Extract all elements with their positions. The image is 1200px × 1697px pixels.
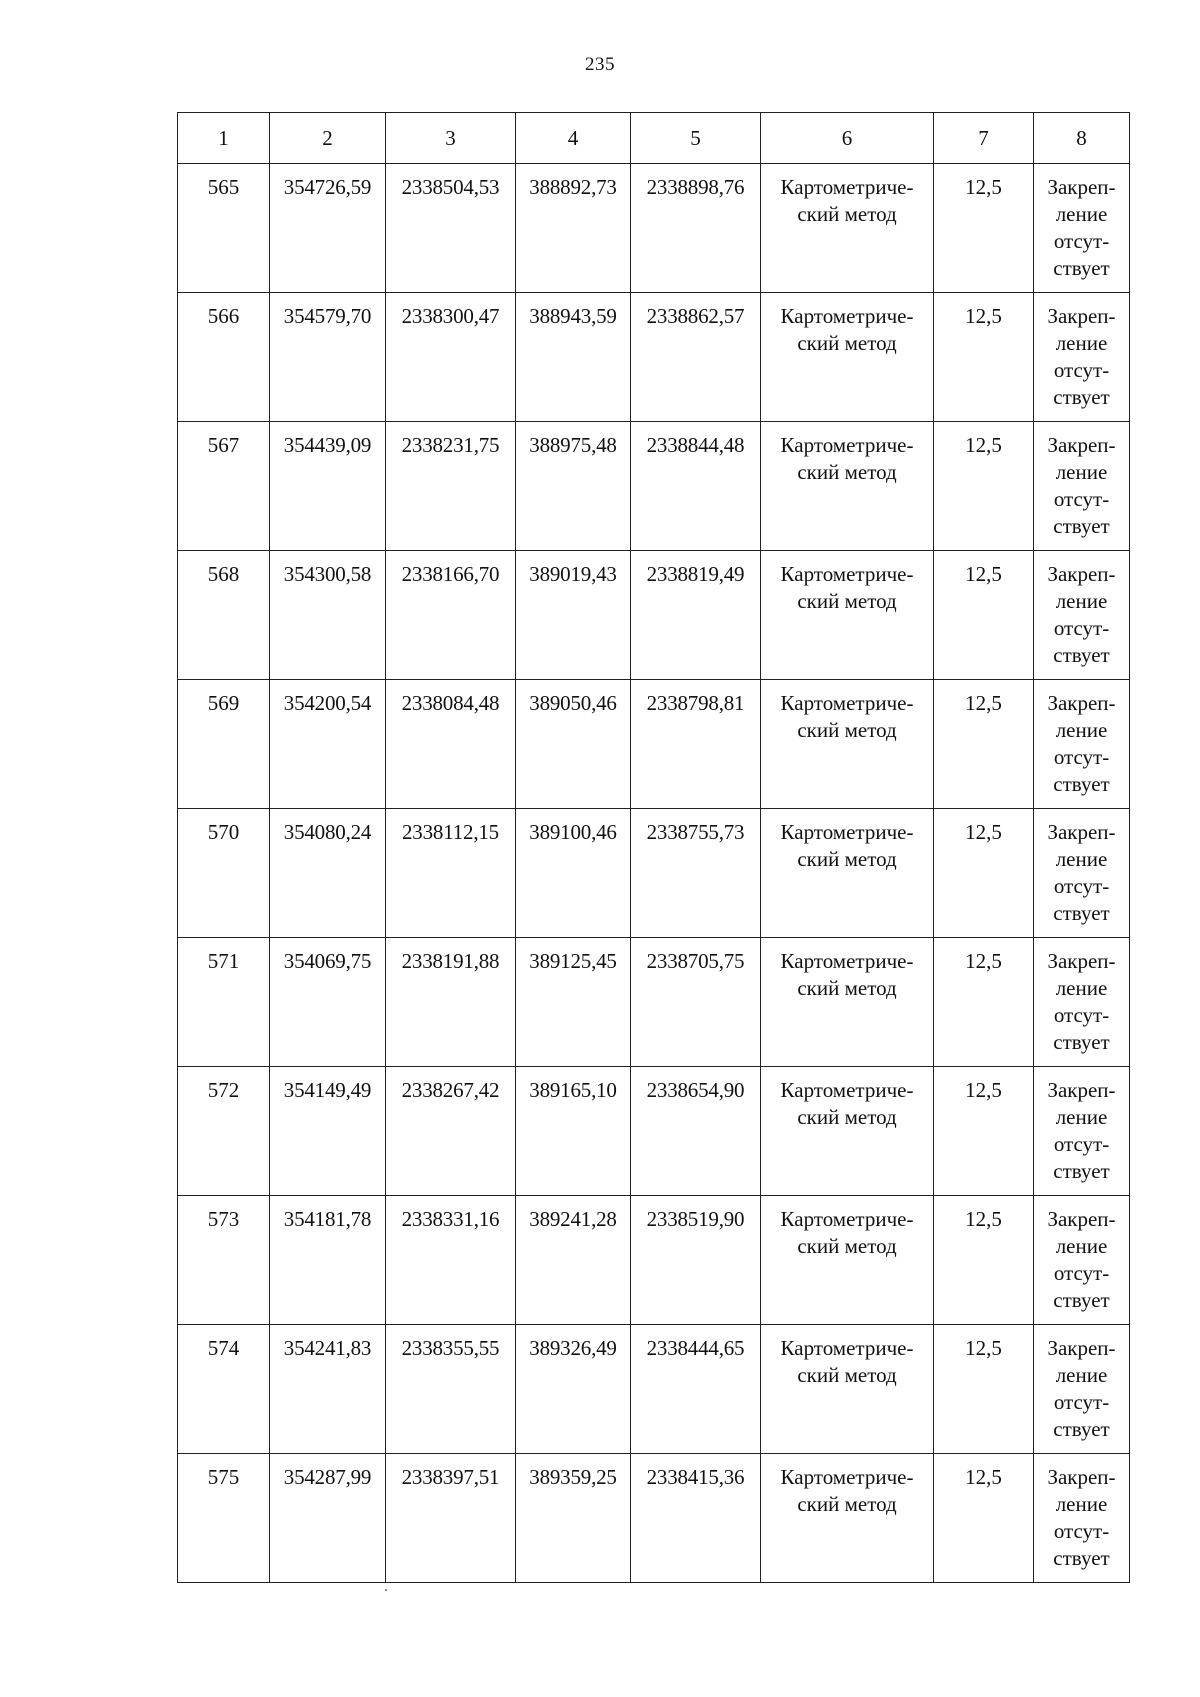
fixing-line: ление (1055, 1363, 1108, 1387)
coord-x-old-cell: 354181,78 (270, 1196, 386, 1325)
point-number-cell: 572 (178, 1067, 270, 1196)
fixing-line: Закреп- (1047, 1207, 1116, 1231)
column-header: 4 (516, 113, 631, 164)
point-number-cell: 566 (178, 293, 270, 422)
accuracy-cell: 12,5 (934, 422, 1034, 551)
fixing-line: отсут- (1053, 874, 1110, 898)
fixing-cell (1034, 1325, 1130, 1454)
fixing-line: Закреп- (1047, 1336, 1116, 1360)
method-line: Картометриче- (780, 1336, 914, 1360)
coord-x-old-cell: 354300,58 (270, 551, 386, 680)
fixing-line: ствует (1053, 643, 1110, 667)
method-line: Картометриче- (780, 175, 914, 199)
table-row (178, 1325, 1130, 1454)
coord-y-new-cell: 2338415,36 (631, 1454, 761, 1583)
method-line: ский метод (797, 847, 897, 871)
fixing-cell (1034, 164, 1130, 293)
method-cell (761, 1067, 934, 1196)
method-cell (761, 422, 934, 551)
fixing-line: ствует (1053, 1288, 1110, 1312)
fixing-line: ление (1055, 718, 1108, 742)
table-row (178, 1067, 1130, 1196)
accuracy-cell: 12,5 (934, 680, 1034, 809)
method-line: ский метод (797, 460, 897, 484)
coord-x-new-cell: 389359,25 (516, 1454, 631, 1583)
fixing-line: ление (1055, 976, 1108, 1000)
coord-x-new-cell: 389100,46 (516, 809, 631, 938)
method-cell (761, 293, 934, 422)
coord-x-old-cell: 354287,99 (270, 1454, 386, 1583)
fixing-line: ствует (1053, 385, 1110, 409)
coord-y-new-cell: 2338844,48 (631, 422, 761, 551)
scan-speck (385, 1589, 387, 1591)
fixing-line: Закреп- (1047, 1078, 1116, 1102)
coord-x-new-cell: 389125,45 (516, 938, 631, 1067)
table-row (178, 938, 1130, 1067)
fixing-line: ление (1055, 202, 1108, 226)
column-header: 8 (1034, 113, 1130, 164)
coord-y-new-cell: 2338862,57 (631, 293, 761, 422)
method-line: Картометриче- (780, 1465, 914, 1489)
method-line: ский метод (797, 1363, 897, 1387)
table-row (178, 680, 1130, 809)
point-number-cell: 574 (178, 1325, 270, 1454)
method-line: ский метод (797, 331, 897, 355)
fixing-line: ление (1055, 1105, 1108, 1129)
table-row (178, 1454, 1130, 1583)
method-line: ский метод (797, 1492, 897, 1516)
coord-y-new-cell: 2338798,81 (631, 680, 761, 809)
fixing-cell (1034, 1067, 1130, 1196)
fixing-line: Закреп- (1047, 433, 1116, 457)
coord-x-new-cell: 388943,59 (516, 293, 631, 422)
point-number-cell: 575 (178, 1454, 270, 1583)
fixing-line: Закреп- (1047, 1465, 1116, 1489)
table-body (178, 113, 1130, 1583)
coord-y-new-cell: 2338819,49 (631, 551, 761, 680)
fixing-line: ствует (1053, 1546, 1110, 1570)
fixing-line: ствует (1053, 901, 1110, 925)
coord-y-old-cell: 2338300,47 (386, 293, 516, 422)
point-number-cell: 573 (178, 1196, 270, 1325)
fixing-line: Закреп- (1047, 949, 1116, 973)
coord-x-new-cell: 389165,10 (516, 1067, 631, 1196)
fixing-line: ление (1055, 589, 1108, 613)
coord-y-old-cell: 2338331,16 (386, 1196, 516, 1325)
fixing-line: Закреп- (1047, 175, 1116, 199)
fixing-line: отсут- (1053, 358, 1110, 382)
fixing-line: отсут- (1053, 616, 1110, 640)
method-line: ский метод (797, 1105, 897, 1129)
method-cell (761, 809, 934, 938)
method-cell (761, 551, 934, 680)
method-line: ский метод (797, 202, 897, 226)
point-number-cell: 571 (178, 938, 270, 1067)
coord-x-new-cell: 388892,73 (516, 164, 631, 293)
method-cell (761, 164, 934, 293)
accuracy-cell: 12,5 (934, 1196, 1034, 1325)
accuracy-cell: 12,5 (934, 1454, 1034, 1583)
coord-x-old-cell: 354200,54 (270, 680, 386, 809)
fixing-line: отсут- (1053, 229, 1110, 253)
coord-y-new-cell: 2338519,90 (631, 1196, 761, 1325)
coord-x-new-cell: 388975,48 (516, 422, 631, 551)
page-number: 235 (585, 54, 615, 75)
method-cell (761, 1325, 934, 1454)
fixing-line: Закреп- (1047, 562, 1116, 586)
coord-y-old-cell: 2338355,55 (386, 1325, 516, 1454)
coord-x-old-cell: 354579,70 (270, 293, 386, 422)
table-row (178, 293, 1130, 422)
fixing-line: отсут- (1053, 1261, 1110, 1285)
coord-y-old-cell: 2338112,15 (386, 809, 516, 938)
accuracy-cell: 12,5 (934, 1067, 1034, 1196)
fixing-line: Закреп- (1047, 691, 1116, 715)
fixing-line: отсут- (1053, 1003, 1110, 1027)
coord-y-old-cell: 2338397,51 (386, 1454, 516, 1583)
fixing-line: отсут- (1053, 1519, 1110, 1543)
table-header-row (178, 113, 1130, 164)
coord-y-new-cell: 2338705,75 (631, 938, 761, 1067)
fixing-line: ление (1055, 1492, 1108, 1516)
coord-x-new-cell: 389241,28 (516, 1196, 631, 1325)
accuracy-cell: 12,5 (934, 293, 1034, 422)
accuracy-cell: 12,5 (934, 1325, 1034, 1454)
table-row (178, 422, 1130, 551)
coord-y-old-cell: 2338191,88 (386, 938, 516, 1067)
fixing-cell (1034, 680, 1130, 809)
method-cell (761, 680, 934, 809)
fixing-line: ствует (1053, 1030, 1110, 1054)
coord-y-old-cell: 2338267,42 (386, 1067, 516, 1196)
accuracy-cell: 12,5 (934, 809, 1034, 938)
coord-x-old-cell: 354080,24 (270, 809, 386, 938)
fixing-cell (1034, 422, 1130, 551)
fixing-line: ление (1055, 331, 1108, 355)
method-line: ский метод (797, 1234, 897, 1258)
coord-x-old-cell: 354069,75 (270, 938, 386, 1067)
table-row (178, 164, 1130, 293)
coord-y-new-cell: 2338654,90 (631, 1067, 761, 1196)
coordinates-table (177, 112, 1130, 1583)
method-line: Картометриче- (780, 433, 914, 457)
coord-x-old-cell: 354726,59 (270, 164, 386, 293)
accuracy-cell: 12,5 (934, 164, 1034, 293)
method-line: Картометриче- (780, 1078, 914, 1102)
method-line: ский метод (797, 589, 897, 613)
method-line: Картометриче- (780, 304, 914, 328)
table-row (178, 809, 1130, 938)
fixing-line: ление (1055, 1234, 1108, 1258)
column-header: 7 (934, 113, 1034, 164)
method-line: ский метод (797, 976, 897, 1000)
fixing-line: Закреп- (1047, 820, 1116, 844)
column-header: 2 (270, 113, 386, 164)
method-line: Картометриче- (780, 1207, 914, 1231)
point-number-cell: 567 (178, 422, 270, 551)
fixing-line: Закреп- (1047, 304, 1116, 328)
method-cell (761, 1196, 934, 1325)
table-row (178, 551, 1130, 680)
coord-y-old-cell: 2338231,75 (386, 422, 516, 551)
point-number-cell: 569 (178, 680, 270, 809)
fixing-cell (1034, 1196, 1130, 1325)
column-header: 1 (178, 113, 270, 164)
column-header: 3 (386, 113, 516, 164)
fixing-line: отсут- (1053, 745, 1110, 769)
fixing-line: ствует (1053, 1417, 1110, 1441)
accuracy-cell: 12,5 (934, 551, 1034, 680)
fixing-line: ление (1055, 460, 1108, 484)
coord-x-new-cell: 389019,43 (516, 551, 631, 680)
fixing-line: ствует (1053, 1159, 1110, 1183)
coord-y-new-cell: 2338898,76 (631, 164, 761, 293)
fixing-line: ствует (1053, 514, 1110, 538)
coord-x-new-cell: 389326,49 (516, 1325, 631, 1454)
coord-x-old-cell: 354149,49 (270, 1067, 386, 1196)
coord-y-old-cell: 2338084,48 (386, 680, 516, 809)
method-cell (761, 938, 934, 1067)
coord-x-old-cell: 354439,09 (270, 422, 386, 551)
fixing-cell (1034, 938, 1130, 1067)
column-header: 6 (761, 113, 934, 164)
method-line: Картометриче- (780, 562, 914, 586)
coord-y-new-cell: 2338444,65 (631, 1325, 761, 1454)
method-line: Картометриче- (780, 820, 914, 844)
fixing-line: ление (1055, 847, 1108, 871)
point-number-cell: 570 (178, 809, 270, 938)
fixing-line: ствует (1053, 772, 1110, 796)
point-number-cell: 568 (178, 551, 270, 680)
method-line: Картометриче- (780, 691, 914, 715)
method-cell (761, 1454, 934, 1583)
point-number-cell: 565 (178, 164, 270, 293)
coord-x-new-cell: 389050,46 (516, 680, 631, 809)
accuracy-cell: 12,5 (934, 938, 1034, 1067)
fixing-line: ствует (1053, 256, 1110, 280)
fixing-line: отсут- (1053, 487, 1110, 511)
table-row (178, 1196, 1130, 1325)
fixing-line: отсут- (1053, 1390, 1110, 1414)
fixing-line: отсут- (1053, 1132, 1110, 1156)
fixing-cell (1034, 809, 1130, 938)
coord-y-new-cell: 2338755,73 (631, 809, 761, 938)
coord-x-old-cell: 354241,83 (270, 1325, 386, 1454)
column-header: 5 (631, 113, 761, 164)
fixing-cell (1034, 551, 1130, 680)
method-line: Картометриче- (780, 949, 914, 973)
fixing-cell (1034, 1454, 1130, 1583)
method-line: ский метод (797, 718, 897, 742)
coord-y-old-cell: 2338504,53 (386, 164, 516, 293)
fixing-cell (1034, 293, 1130, 422)
coord-y-old-cell: 2338166,70 (386, 551, 516, 680)
